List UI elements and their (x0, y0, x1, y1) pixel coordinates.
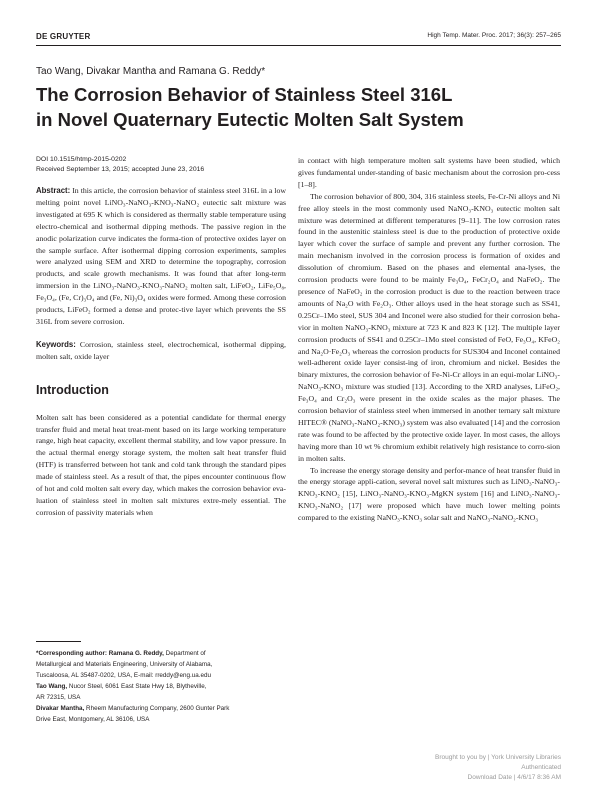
header-rule (36, 45, 561, 46)
stamp-line: Brought to you by | York University Libraries (435, 754, 561, 761)
author-affiliations-footnote (36, 648, 291, 725)
publisher-name: DE GRUYTER (36, 32, 91, 41)
footnote-line: Drive East, Montgomery, AL 36106, USA (36, 716, 150, 723)
footnote-line: AR 72315, USA (36, 694, 81, 701)
footnote-line: Metallurgical and Materials Engineering, University of Alabama, (36, 661, 213, 668)
stamp-line: Download Date | 4/6/17 8:36 AM (467, 774, 561, 781)
download-stamp (301, 753, 561, 783)
title-line-2: in Novel Quaternary Eutectic Molten Salt System (36, 109, 464, 130)
footnote-line: Nucor Steel, 6061 East State Hwy 18, Blytheville, (67, 683, 207, 690)
corresponding-author-label: *Corresponding author: Ramana G. Reddy, (36, 650, 164, 657)
body-paragraph-2: The corrosion behavior of 800, 304, 316 stainless steels, Fe-Cr-Ni alloys and Ni free alloy steels in the most commonly used NaNO₃-KNO₃ eutectic molten salt mixture was determined at different temperatures [9–11]. The low corrosion rates found in the austenitic stainless steel is due to the production of protective oxide layer which cover the surface of sample and prevent any further corrosion. The main mechanism involved in the corrosion process is formation of oxides and dissolution of chromium. Based on the phases and elemental ana-lyses, the corrosion products were found to be mainly Fe₃O₄, FeCr₂O₄ and NaFeO₂. The presence of NaFeO₂ in the corrosion product is due to the reaction between trace amounts of Na₂O with Fe₂O₃. Other alloys used in the heat storage such as SS41, 0.25Cr–1Mo steel, SUS 304 and Inconel were also studied for their corrosion beha-vior in molten NaNO₃-KNO₃ mixture at 723 K and 823 K [12]. The multiple layer corrosion products of SS41 and 0.25Cr–1Mo steel consisted of FeO, Fe₃O₄, KFeO₂ and Na₂O·Fe₂O₃ whereas the corrosion products for SUS304 and Inconel contained well-adherent oxide layer consist-ing of iron, chromium and nickel. Besides the binary mixtures, the corrosion behavior of Fe-Ni-Cr alloys in an equi-molar LiNO₃-NaNO₃-KNO₃ mixture was studied [13]. According to the XRD analyses, LiFeO₂, Fe₃O₄ and Cr₂O₃ were present in the oxide scales as the major phases. The corrosion behavior of stainless steel when immersed in another ternary salt mixture HITEC® (NaNO₃-NaNO₂-KNO₃) system was also evaluated [14] and the corrosion rate was found to be affected by the protective oxide layer. In most cases, the alloys having more than 10 wt % chromium exhibit relatively high resistance to corro-sion in molten salts. (298, 191, 560, 463)
left-column (36, 155, 286, 519)
body-paragraph-1: in contact with high temperature molten salt systems have been studied, which gives fundamental under-standing of basic mechanism about the corrosion pro-cess [1–8]. (298, 156, 560, 189)
author-name: Divakar Mantha, (36, 705, 85, 712)
keywords (36, 339, 286, 363)
intro-paragraph-1: Molten salt has been considered as a potential candidate for thermal energy transfer fluid and metal heat treat-ment based on its large working temperature range, high heat capacity, excellent thermal stability, and low vapor pressure. In the actual thermal energy storage system, the molten salt heat transfer fluid (HTF) is transferred between hot tank and cold tank through the standard pipes made of stainless steel. As a result of that, the pipes encounter continuous flow of hot and cold molten salt every day, which makes the corrosion behavior eva-luation of stainless steel in molten salt mixtures extre-mely essential. The corrosion of passivity materials when (36, 412, 286, 517)
author-name: Tao Wang, (36, 683, 68, 690)
keywords-label: Keywords: (36, 339, 76, 349)
footnote-line: Tuscaloosa, AL 35487-0202, USA, E-mail: rreddy@eng.ua.edu (36, 672, 211, 679)
paper-title (36, 82, 576, 132)
footnote-rule (36, 641, 81, 642)
section-heading-introduction: Introduction (36, 382, 109, 397)
abstract-label: Abstract: (36, 186, 71, 195)
keywords-text: Corrosion, stainless steel, electrochemical, isothermal dipping, molten salt, oxide layer (36, 339, 286, 361)
body-paragraph-3: To increase the energy storage density and perfor-mance of heat transfer fluid in the energy storage appli-cation, several novel salt mixtures such as LiNO₃-NaNO₃-KNO₃-KNO₂ [15], LiNO₃-NaNO₃-KNO₃-MgKN system [16] and LiNO₃-NaNO₃-KNO₃-NaNO₂ [17] were proposed which have much lower melting points compared to the existing NaNO₃-KNO₃ solar salt and NaNO₃-NaNO₂-KNO₃ (298, 465, 560, 523)
abstract-text: In this article, the corrosion behavior of stainless steel 316L in a low melting point novel LiNO₃-NaNO₃-KNO₃-NaNO₂ eutectic salt mixture was investigated at 695 K which is considered as thermally stable temperature using electro-chemical and isothermal dipping methods. The passive region in the anodic polarization curve indicates the forma-tion of protective oxides layer on the sample surface. After isothermal dipping corrosion experiments, samples were analyzed using SEM and XRD to determine the topography, corrosion products, and scale growth mechanisms. It was found that after long-term immersion in the LiNO₃-NaNO₃-KNO₃-NaNO₂ molten salt, LiFeO₂, LiFe₅O₈, Fe₃O₄, (Fe, Cr)₃O₄ and (Fe, Ni)₃O₄ oxides were formed. Among these corrosion products, LiFeO₂ formed a dense and protec-tive layer which prevents the SS 316L from severe corrosion. (36, 186, 286, 326)
journal-citation: High Temp. Mater. Proc. 2017; 36(3): 257–265 (427, 32, 561, 39)
footnote-line: Department of (163, 650, 206, 657)
abstract (36, 185, 286, 328)
title-line-1: The Corrosion Behavior of Stainless Steel 316L (36, 84, 453, 105)
footnote-line: Rheem Manufacturing Company, 2600 Gunter Park (84, 705, 230, 712)
stamp-line: Authenticated (521, 764, 561, 771)
received-dates: Received September 13, 2015; accepted June 23, 2016 (36, 166, 205, 173)
right-column (298, 155, 560, 524)
author-list: Tao Wang, Divakar Mantha and Ramana G. Reddy* (36, 66, 266, 77)
doi: DOI 10.1515/htmp-2015-0202 (36, 156, 127, 163)
